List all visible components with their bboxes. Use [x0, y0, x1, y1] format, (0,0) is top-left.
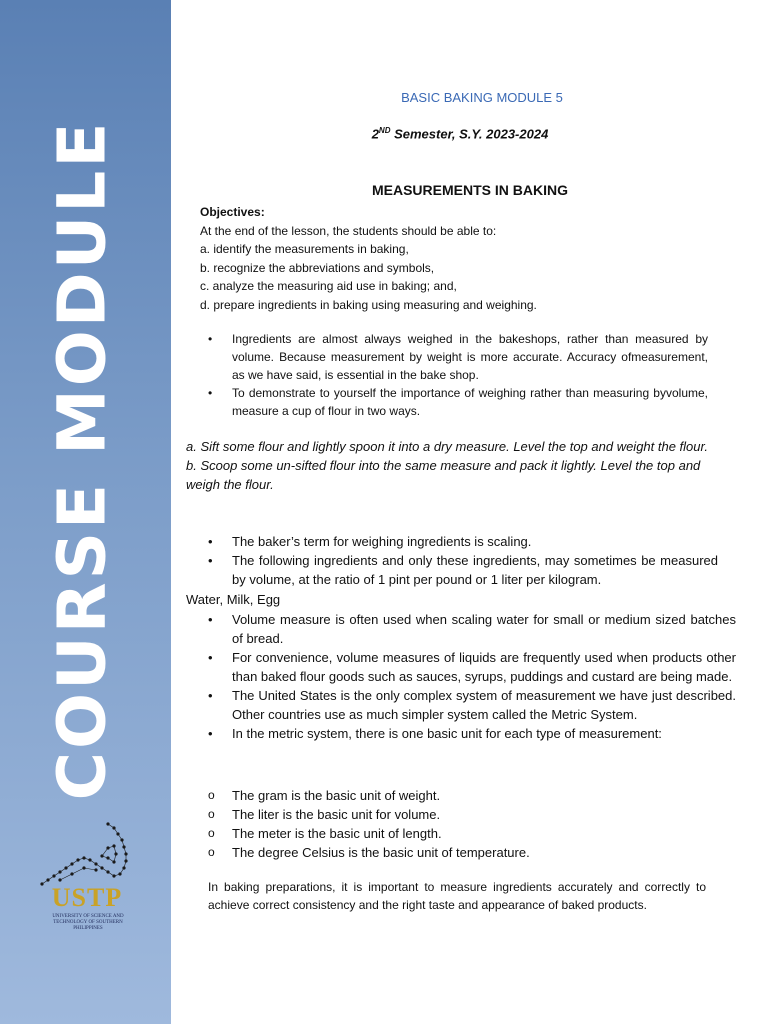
- bullet-list-volume: [208, 610, 736, 743]
- objectives-section: [200, 203, 537, 314]
- list-item: • The United States is the only complex system of measurement we have just described. Other countries use as much simpler system called the Metric System.: [208, 686, 736, 724]
- ustp-logo-subtext: UNIVERSITY OF SCIENCE AND TECHNOLOGY OF SOUTHERN PHILIPPINES: [52, 914, 124, 931]
- page-title: MEASUREMENTS IN BAKING: [371, 182, 568, 198]
- sub-list-item: o The gram is the basic unit of weight.: [208, 786, 736, 805]
- semester-number: 2: [371, 126, 379, 142]
- objective-item: c. analyze the measuring aid use in baking; and,: [200, 279, 457, 293]
- list-item: • The following ingredients and only these ingredients, may sometimes be measured by volume, at the ratio of 1 pint per pound or 1 liter per kilogram.: [208, 551, 718, 589]
- conclusion-paragraph: In baking preparations, it is important to measure ingredients accurately and correctly to achieve correct consistency and the right taste and appearance of baked products.: [208, 880, 706, 912]
- objective-item: d. prepare ingredients in baking using measuring and weighing.: [200, 297, 537, 312]
- semester-superscript: ND: [378, 126, 391, 135]
- semester-line: [186, 126, 734, 141]
- objectives-intro: At the end of the lesson, the students should be able to:: [200, 223, 497, 238]
- list-item: • To demonstrate to yourself the importance of weighing rather than measuring byvolume, measure a cup of flour in two ways.: [208, 384, 708, 420]
- ustp-logo-text: USTP: [51, 883, 123, 912]
- objective-item: a. identify the measurements in baking,: [200, 242, 409, 256]
- example-item: a. Sift some flour and lightly spoon it into a dry measure. Level the top and weight the flour.: [186, 439, 708, 454]
- sub-list-item: o The liter is the basic unit for volume.: [208, 805, 736, 824]
- list-item: • For convenience, volume measures of liquids are frequently used when products other than baked flour goods such as sauces, syrups, puddings and custard are being made.: [208, 648, 736, 686]
- list-item: • In the metric system, there is one basic unit for each type of measurement:: [208, 724, 736, 743]
- metric-sub-list: [208, 786, 736, 862]
- list-item: • The baker’s term for weighing ingredients is scaling.: [208, 532, 718, 551]
- module-title: BASIC BAKING MODULE 5: [401, 90, 563, 105]
- ingredients-line: Water, Milk, Egg: [186, 592, 281, 607]
- objectives-heading: Objectives:: [200, 205, 265, 219]
- sub-list-item: o The meter is the basic unit of length.: [208, 824, 736, 843]
- bullet-list-scaling: [208, 532, 718, 589]
- sidebar-panel: [0, 0, 171, 1024]
- example-item: b. Scoop some un-sifted flour into the same measure and pack it lightly. Level the top and weigh the flour.: [186, 458, 701, 492]
- list-item: • Ingredients are almost always weighed in the bakeshops, rather than measured by volume. Because measurement by weight is more accurate. Accuracy ofmeasurement, as we have said, is essential in the bake shop.: [208, 330, 708, 384]
- sub-list-item: o The degree Celsius is the basic unit of temperature.: [208, 843, 736, 862]
- examples-block: [186, 437, 726, 494]
- objective-item: b. recognize the abbreviations and symbols,: [200, 260, 435, 275]
- course-module-title: COURSE MODULE: [43, 119, 121, 801]
- bullet-list-intro: [208, 330, 708, 420]
- list-item: • Volume measure is often used when scaling water for small or medium sized batches of bread.: [208, 610, 736, 648]
- semester-text: Semester, S.Y. 2023-2024: [390, 126, 549, 142]
